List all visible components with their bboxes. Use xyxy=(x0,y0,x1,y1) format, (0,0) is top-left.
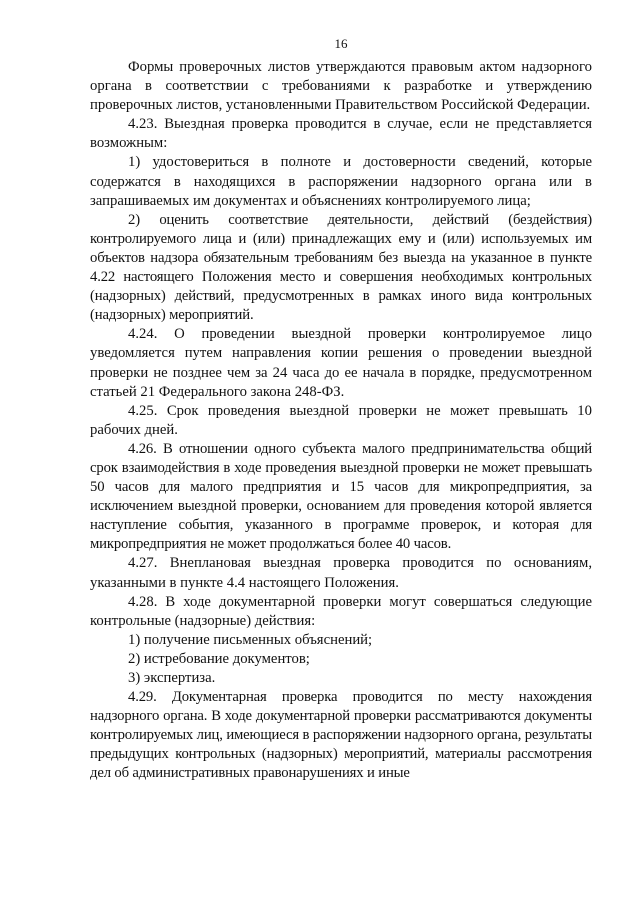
list-item-4-28-2: 2) истребование документов; xyxy=(128,650,310,667)
paragraph-4-26: 4.26. В отношении одного субъекта малого предпринимательства общий срок взаимодействия в ходе проведения выездной проверки не может превышать 50 часов для малого предприятия и 15 часов для микропредприятия, за исключением выездной проверки, основанием для проведения которой является наступление события, указанного в программе проверок, и которая для микропредприятия не может продолжаться более 40 часов. xyxy=(90,440,592,553)
paragraph-4-28: 4.28. В ходе документарной проверки могут совершаться следующие контрольные (надзорные) действия: xyxy=(90,593,592,629)
list-item-4-28-1: 1) получение письменных объяснений; xyxy=(128,631,373,648)
list-item-4-23-2: 2) оценить соответствие деятельности, действий (бездействия) контролируемого лица и (или) принадлежащих ему и (или) используемых им объектов надзора обязательным требованиям без выезда на указанное в пункте 4.22 настоящего Положения место и совершения необходимых контрольных (надзорных) действий, предусмотренных в рамках иного вида контрольных (надзорных) мероприятий. xyxy=(90,211,592,324)
page-number: 16 xyxy=(334,36,348,51)
paragraph-4-27: 4.27. Внеплановая выездная проверка проводится по основаниям, указанными в пункте 4.4 настоящего Положения. xyxy=(90,555,592,591)
paragraph-4-29: 4.29. Документарная проверка проводится по месту нахождения надзорного органа. В ходе документарной проверки рассматриваются документы контролируемых лиц, имеющиеся в распоряжении надзорного органа, результаты предыдущих контрольных (надзорных) мероприятий, материалы рассмотрения дел об административных правонарушениях и иные xyxy=(90,689,592,782)
list-item-4-28-3: 3) экспертиза. xyxy=(128,670,216,686)
document-body xyxy=(90,58,592,784)
paragraph-4-25: 4.25. Срок проведения выездной проверки не может превышать 10 рабочих дней. xyxy=(90,402,592,438)
list-item-4-23-1: 1) удостовериться в полноте и достоверности сведений, которые содержатся в находящихся в распоряжении надзорного органа или в запрашиваемых им документах и объяснениях контролируемого лица; xyxy=(90,154,592,209)
paragraph-4-24: 4.24. О проведении выездной проверки контролируемое лицо уведомляется путем направления копии решения о проведении выездной проверки не позднее чем за 24 часа до ее начала в порядке, предусмотренном статьей 21 Федерального закона 248-ФЗ. xyxy=(90,326,592,400)
paragraph-checklist-forms: Формы проверочных листов утверждаются правовым актом надзорного органа в соответствии с требованиями к разработке и утверждению проверочных листов, установленными Правительством Российской Федерации. xyxy=(90,59,592,114)
paragraph-4-23: 4.23. Выездная проверка проводится в случае, если не представляется возможным: xyxy=(90,116,592,152)
